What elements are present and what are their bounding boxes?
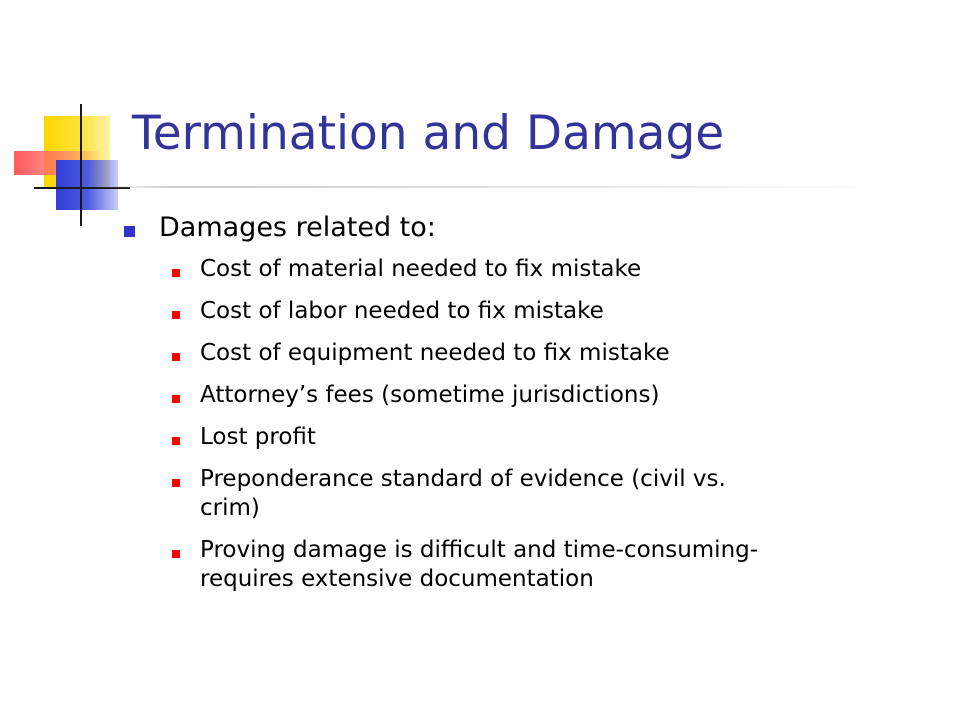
list-item-text: Lost profit (200, 424, 316, 450)
title-underline (96, 186, 876, 188)
sub-bullet-list (172, 255, 902, 607)
list-item-text: Cost of labor needed to fix mistake (200, 298, 604, 324)
square-bullet-icon (172, 437, 180, 445)
square-bullet-icon (172, 311, 180, 319)
list-item-text: Proving damage is difficult and time-consuming- requires extensive documentation (200, 537, 759, 592)
square-bullet-icon (172, 353, 180, 361)
list-item (172, 255, 902, 284)
square-bullet-icon (124, 226, 135, 237)
list-item (172, 536, 902, 594)
decorative-logo (0, 0, 140, 230)
bullet-level1 (124, 208, 436, 248)
list-item (172, 423, 902, 452)
list-item-text: Cost of equipment needed to fix mistake (200, 340, 670, 366)
logo-blue-square (56, 160, 118, 210)
list-item (172, 381, 902, 410)
slide-title: Termination and Damage (132, 106, 725, 161)
square-bullet-icon (172, 269, 180, 277)
logo-vertical-line (80, 104, 82, 226)
list-item-text: Attorney’s fees (sometime jurisdictions) (200, 382, 660, 408)
bullet-text: Damages related to: (159, 212, 436, 243)
square-bullet-icon (172, 550, 180, 558)
list-item-text: Preponderance standard of evidence (civil vs. crim) (200, 466, 726, 521)
square-bullet-icon (172, 479, 180, 487)
list-item (172, 297, 902, 326)
list-item (172, 465, 902, 523)
list-item (172, 339, 902, 368)
square-bullet-icon (172, 395, 180, 403)
list-item-text: Cost of material needed to fix mistake (200, 256, 642, 282)
